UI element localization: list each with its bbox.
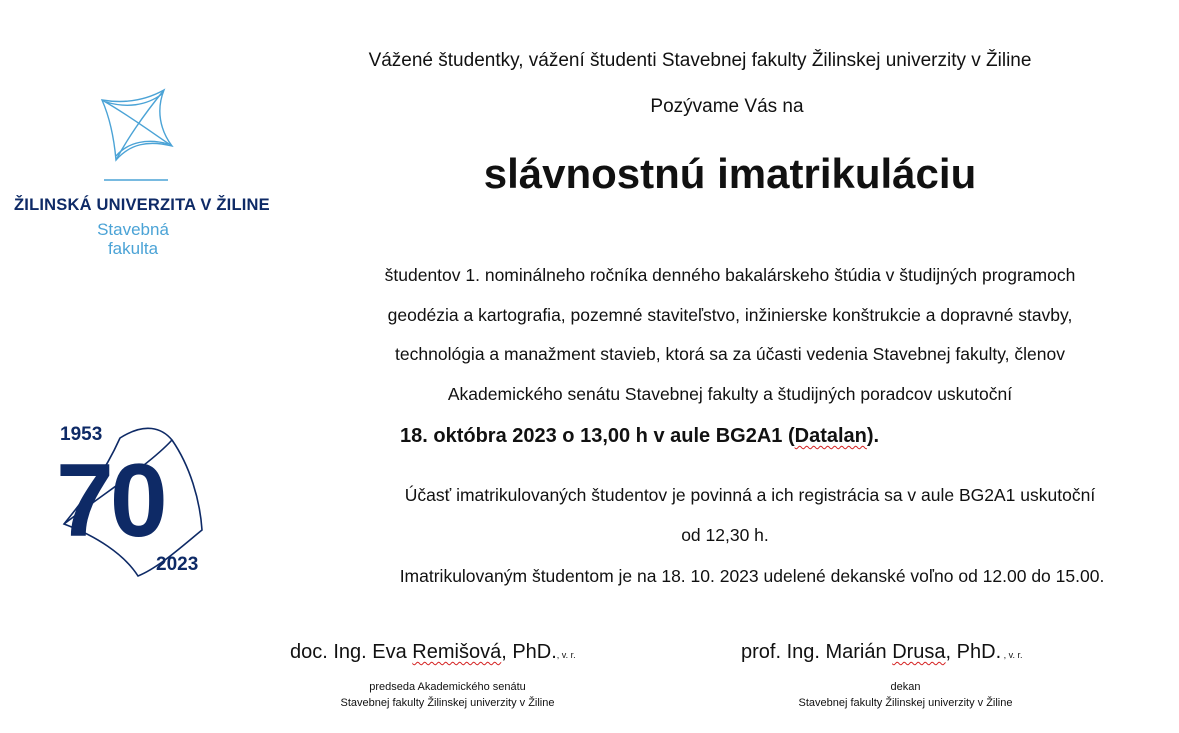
greeting: Vážené študentky, vážení študenti Stavebnej fakulty Žilinskej univerzity v Žiline <box>368 50 1032 71</box>
body-line: Akademického senátu Stavebnej fakulty a študijných poradcov uskutoční <box>447 383 1013 404</box>
signature-vr: , v. r. <box>1001 650 1023 660</box>
signature-role-line1: predseda Akademického senátu <box>369 681 526 693</box>
datetime-text: 18. októbra 2023 o 13,00 h v aule BG2A1 ( <box>400 425 795 447</box>
signature-role-line2: Stavebnej fakulty Žilinskej univerzity v Žiline <box>798 697 1013 709</box>
signature-role-line1: dekan <box>890 681 921 693</box>
datetime-end: ). <box>866 425 880 447</box>
signature-name-senate-chair <box>290 641 576 664</box>
event-datetime <box>400 425 879 448</box>
invitation-body <box>300 256 1160 414</box>
dean-leave-note: Imatrikulovaným študentom je na 18. 10. 2023 udelené dekanské voľno od 12.00 do 15.00. <box>399 566 1105 586</box>
signature-surname: Remišová <box>412 641 502 663</box>
body-line: študentov 1. nominálneho ročníka denného bakalárskeho štúdia v študijných programoch <box>384 265 1076 285</box>
invite-line: Pozývame Vás na <box>650 96 804 117</box>
venue-name: Datalan <box>794 425 867 447</box>
signature-name-prefix: prof. Ing. Marián <box>741 641 893 663</box>
signature-vr: , v. r. <box>556 650 576 660</box>
signature-name-suffix: , PhD. <box>501 641 557 663</box>
body-line: technológia a manažment stavieb, ktorá sa za účasti vedenia Stavebnej fakulty, členov <box>395 344 1065 364</box>
body-line: geodézia a kartografia, pozemné staviteľstvo, inžinierske konštrukcie a dopravné stavby, <box>387 304 1073 325</box>
anniversary-end-year: 2023 <box>156 554 199 575</box>
signature-role-senate-chair <box>310 679 585 711</box>
faculty-name-line2: fakulta <box>107 239 159 258</box>
university-logo-mark <box>96 86 176 190</box>
anniversary-number: 70 <box>56 443 164 559</box>
signature-name-prefix: doc. Ing. Eva <box>290 641 413 663</box>
anniversary-start-year: 1953 <box>60 424 103 445</box>
signature-name-suffix: , PhD. <box>945 641 1002 663</box>
attendance-time: od 12,30 h. <box>681 525 769 545</box>
faculty-name-line1: Stavebná <box>97 220 169 239</box>
anniversary-emblem <box>50 418 215 583</box>
attendance-note: Účasť imatrikulovaných študentov je povinná a ich registrácia sa v aule BG2A1 uskutoční <box>404 485 1096 505</box>
faculty-name <box>74 220 192 258</box>
signature-surname: Drusa <box>892 641 946 663</box>
signature-role-dean <box>768 679 1043 711</box>
university-name: ŽILINSKÁ UNIVERZITA V ŽILINE <box>14 196 270 214</box>
signature-role-line2: Stavebnej fakulty Žilinskej univerzity v Žiline <box>340 697 555 709</box>
signature-name-dean <box>741 641 1022 664</box>
event-title: slávnostnú imatrikuláciu <box>483 150 977 197</box>
